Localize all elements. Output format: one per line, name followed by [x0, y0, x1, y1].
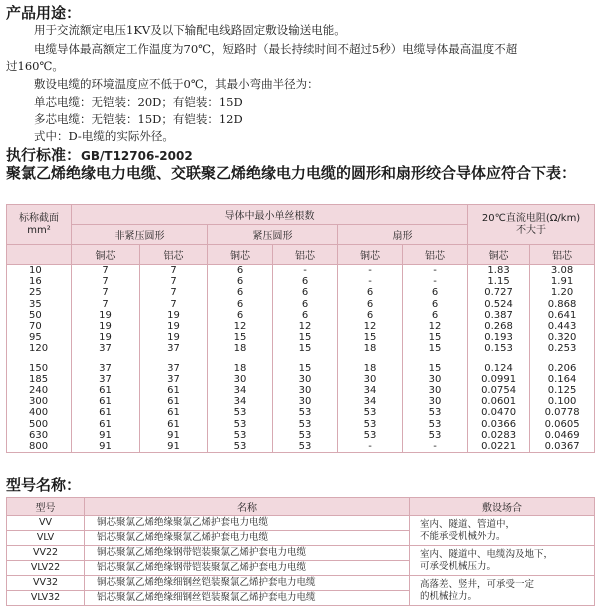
value-cell: 53: [403, 419, 468, 430]
value-cell: 15: [273, 343, 338, 354]
value-cell: -: [403, 441, 468, 453]
conductor-spec-table: [6, 204, 595, 453]
model-col-header: 型号: [7, 498, 85, 516]
value-cell: 30: [273, 396, 338, 407]
value-cell: 61: [72, 396, 140, 407]
table-row: [7, 363, 595, 374]
value-cell: 37: [72, 374, 140, 385]
value-cell: 30: [273, 374, 338, 385]
value-cell: 91: [72, 441, 140, 453]
value-cell: 37: [72, 363, 140, 374]
value-cell: 34: [338, 385, 403, 396]
model-usage: [410, 546, 595, 576]
value-cell: 6: [273, 276, 338, 287]
table-row: [7, 310, 595, 321]
strands-group-header: 导体中最小单丝根数: [72, 205, 468, 225]
model-name: 铜芯聚氯乙烯绝缘钢带铠装聚氯乙烯护套电力电缆: [85, 546, 410, 561]
section-cell: 16: [7, 276, 72, 287]
value-cell: 53: [273, 419, 338, 430]
value-cell: 6: [338, 310, 403, 321]
value-cell: 1.83: [468, 265, 530, 277]
resistance-group-header: [468, 205, 595, 245]
value-cell: 6: [208, 276, 273, 287]
usage-section-title: 产品用途：: [6, 4, 82, 22]
row-spacer: [7, 355, 595, 363]
table-row: [7, 430, 595, 441]
value-cell: 6: [338, 299, 403, 310]
value-cell: -: [403, 276, 468, 287]
value-cell: 30: [208, 374, 273, 385]
value-cell: 0.0221: [468, 441, 530, 453]
section-cell: 630: [7, 430, 72, 441]
value-cell: 15: [403, 343, 468, 354]
value-cell: 34: [208, 396, 273, 407]
section-header: [7, 205, 72, 245]
value-cell: 0.320: [530, 332, 595, 343]
model-code: VLV22: [7, 561, 85, 576]
standard-line: [6, 144, 193, 165]
value-cell: 6: [273, 299, 338, 310]
value-cell: 53: [273, 407, 338, 418]
value-cell: 37: [140, 363, 208, 374]
value-cell: -: [338, 265, 403, 277]
value-cell: 6: [208, 265, 273, 277]
table-row: [7, 287, 595, 298]
value-cell: 0.0366: [468, 419, 530, 430]
value-cell: 7: [140, 299, 208, 310]
value-cell: 6: [403, 287, 468, 298]
value-cell: 19: [72, 310, 140, 321]
value-cell: 15: [338, 332, 403, 343]
value-cell: 0.124: [468, 363, 530, 374]
standard-label: 执行标准：: [6, 146, 82, 164]
value-cell: 61: [72, 385, 140, 396]
table-row: [7, 396, 595, 407]
value-cell: 0.0754: [468, 385, 530, 396]
value-cell: 0.0778: [530, 407, 595, 418]
value-cell: 19: [72, 321, 140, 332]
value-cell: 18: [338, 343, 403, 354]
round-subheader: 非紧压圆形: [72, 225, 208, 245]
usage-line: 可承受机械压力。: [420, 560, 497, 572]
value-cell: 0.0283: [468, 430, 530, 441]
value-cell: 34: [208, 385, 273, 396]
section-cell: 10: [7, 265, 72, 277]
model-section-title: 型号名称：: [6, 476, 82, 494]
sector-aluminum-header: 铝芯: [403, 245, 468, 265]
value-cell: -: [403, 265, 468, 277]
value-cell: 30: [338, 374, 403, 385]
value-cell: 0.153: [468, 343, 530, 354]
value-cell: 6: [273, 310, 338, 321]
model-name: 铝芯聚氯乙烯绝缘细钢丝铠装聚氯乙烯护套电力电缆: [85, 591, 410, 606]
value-cell: 0.268: [468, 321, 530, 332]
value-cell: 61: [72, 407, 140, 418]
usage-line: 高落差、竖井，可承受一定: [420, 578, 535, 590]
value-cell: 1.15: [468, 276, 530, 287]
value-cell: 6: [403, 299, 468, 310]
resistance-header-line2: 不大于: [516, 224, 547, 236]
value-cell: 0.164: [530, 374, 595, 385]
model-row: [7, 546, 595, 561]
value-cell: 61: [140, 396, 208, 407]
value-cell: 0.100: [530, 396, 595, 407]
value-cell: 61: [140, 385, 208, 396]
table-row: [7, 276, 595, 287]
model-usage: [410, 576, 595, 606]
usage-line-5: 单芯电缆：无铠装：20D；有铠装：15D: [34, 95, 243, 109]
value-cell: 18: [208, 363, 273, 374]
sector-copper-header: 铜芯: [338, 245, 403, 265]
model-name: 铜芯聚氯乙烯绝缘聚氯乙烯护套电力电缆: [85, 516, 410, 531]
value-cell: 15: [208, 332, 273, 343]
value-cell: 7: [72, 276, 140, 287]
value-cell: 53: [338, 419, 403, 430]
round-copper-header: 铜芯: [72, 245, 140, 265]
value-cell: -: [338, 276, 403, 287]
value-cell: 30: [403, 385, 468, 396]
resistance-header-line1: 20℃直流电阻(Ω/km): [481, 212, 581, 224]
usage-line-6: 多芯电缆：无铠装：15D；有铠装：12D: [34, 112, 243, 126]
value-cell: 0.387: [468, 310, 530, 321]
model-code: VV: [7, 516, 85, 531]
value-cell: 6: [208, 287, 273, 298]
value-cell: 1.91: [530, 276, 595, 287]
value-cell: 0.0991: [468, 374, 530, 385]
value-cell: 7: [140, 276, 208, 287]
value-cell: 6: [208, 310, 273, 321]
value-cell: 53: [338, 430, 403, 441]
value-cell: 7: [140, 265, 208, 277]
standard-code: GB/T12706-2002: [81, 149, 193, 163]
section-cell: 95: [7, 332, 72, 343]
section-cell: 70: [7, 321, 72, 332]
value-cell: 0.0470: [468, 407, 530, 418]
model-code: VLV32: [7, 591, 85, 606]
value-cell: 18: [208, 343, 273, 354]
table-row: [7, 419, 595, 430]
value-cell: 0.868: [530, 299, 595, 310]
value-cell: 37: [140, 343, 208, 354]
usage-line: 室内、隧道中、电缆沟及地下，: [420, 548, 554, 560]
value-cell: 7: [72, 299, 140, 310]
value-cell: 37: [140, 374, 208, 385]
compact-subheader: 紧压圆形: [208, 225, 338, 245]
value-cell: 30: [273, 385, 338, 396]
value-cell: 15: [403, 363, 468, 374]
value-cell: 53: [208, 430, 273, 441]
value-cell: 61: [72, 419, 140, 430]
value-cell: 7: [72, 287, 140, 298]
value-cell: 7: [140, 287, 208, 298]
section-cell: 800: [7, 441, 72, 453]
value-cell: 37: [72, 343, 140, 354]
value-cell: 15: [403, 332, 468, 343]
model-code: VV32: [7, 576, 85, 591]
table-row: [7, 407, 595, 418]
value-cell: 6: [273, 287, 338, 298]
section-header-label: 标称截面: [19, 212, 59, 224]
resistance-copper-header: 铜芯: [468, 245, 530, 265]
value-cell: 53: [208, 441, 273, 453]
value-cell: 3.08: [530, 265, 595, 277]
value-cell: 0.641: [530, 310, 595, 321]
section-cell: 240: [7, 385, 72, 396]
table-row: [7, 441, 595, 453]
value-cell: 0.727: [468, 287, 530, 298]
model-code: VV22: [7, 546, 85, 561]
blank-header: [7, 245, 72, 265]
value-cell: 12: [403, 321, 468, 332]
value-cell: 91: [72, 430, 140, 441]
value-cell: 6: [403, 310, 468, 321]
usage-line-4: 敷设电缆的环境温度应不低于0℃，其最小弯曲半径为：: [34, 77, 319, 91]
value-cell: 91: [140, 430, 208, 441]
usage-line-3: 过160℃。: [6, 59, 64, 73]
value-cell: 91: [140, 441, 208, 453]
value-cell: 19: [140, 310, 208, 321]
section-cell: 25: [7, 287, 72, 298]
table-row: [7, 343, 595, 354]
value-cell: 53: [338, 407, 403, 418]
table-row: [7, 374, 595, 385]
value-cell: 34: [338, 396, 403, 407]
round-aluminum-header: 铝芯: [140, 245, 208, 265]
section-cell: 185: [7, 374, 72, 385]
value-cell: 0.524: [468, 299, 530, 310]
value-cell: 6: [208, 299, 273, 310]
usage-line: 的机械拉力。: [420, 590, 478, 602]
resistance-aluminum-header: 铝芯: [530, 245, 595, 265]
model-usage: [410, 516, 595, 546]
table-row: [7, 265, 595, 277]
value-cell: 18: [338, 363, 403, 374]
section-cell: 300: [7, 396, 72, 407]
model-code: VLV: [7, 531, 85, 546]
section-cell: 50: [7, 310, 72, 321]
value-cell: 15: [273, 332, 338, 343]
value-cell: 12: [273, 321, 338, 332]
model-name: 铝芯聚氯乙烯绝缘聚氯乙烯护套电力电缆: [85, 531, 410, 546]
value-cell: 19: [140, 321, 208, 332]
value-cell: 61: [140, 407, 208, 418]
usage-line-2: 电缆导体最高额定工作温度为70℃，短路时（最长持续时间不超过5秒）电缆导体最高温度不超: [34, 42, 518, 56]
table-row: [7, 332, 595, 343]
value-cell: 7: [72, 265, 140, 277]
section-cell: 400: [7, 407, 72, 418]
value-cell: 30: [403, 396, 468, 407]
model-name: 铝芯聚氯乙烯绝缘钢带铠装聚氯乙烯护套电力电缆: [85, 561, 410, 576]
compact-aluminum-header: 铝芯: [273, 245, 338, 265]
sector-subheader: 扇形: [338, 225, 468, 245]
section-cell: 150: [7, 363, 72, 374]
section-cell: 35: [7, 299, 72, 310]
usage-line: 不能承受机械外力。: [420, 530, 506, 542]
value-cell: 12: [208, 321, 273, 332]
value-cell: 15: [273, 363, 338, 374]
value-cell: 53: [273, 441, 338, 453]
usage-line: 室内、隧道、管道中，: [420, 518, 516, 530]
value-cell: 61: [140, 419, 208, 430]
table-row: [7, 321, 595, 332]
value-cell: 30: [403, 374, 468, 385]
value-cell: 0.125: [530, 385, 595, 396]
value-cell: 0.193: [468, 332, 530, 343]
value-cell: 53: [273, 430, 338, 441]
usage-line-7: 式中：D-电缆的实际外径。: [34, 129, 174, 143]
table-title: 聚氯乙烯绝缘电力电缆、交联聚乙烯绝缘电力电缆的圆形和扇形绞合导体应符合下表：: [6, 164, 577, 182]
value-cell: 0.0601: [468, 396, 530, 407]
value-cell: 0.0605: [530, 419, 595, 430]
usage-line-1: 用于交流额定电压1KV及以下输配电线路固定敷设输送电能。: [34, 23, 346, 37]
compact-copper-header: 铜芯: [208, 245, 273, 265]
model-table: [6, 497, 595, 606]
value-cell: 0.253: [530, 343, 595, 354]
section-cell: 500: [7, 419, 72, 430]
section-cell: 120: [7, 343, 72, 354]
name-col-header: 名称: [85, 498, 410, 516]
table-row: [7, 385, 595, 396]
value-cell: -: [273, 265, 338, 277]
value-cell: 6: [338, 287, 403, 298]
table-row: [7, 299, 595, 310]
value-cell: 19: [140, 332, 208, 343]
value-cell: 0.0367: [530, 441, 595, 453]
model-row: [7, 576, 595, 591]
model-row: [7, 516, 595, 531]
value-cell: 12: [338, 321, 403, 332]
value-cell: 53: [403, 430, 468, 441]
value-cell: 0.0469: [530, 430, 595, 441]
value-cell: -: [338, 441, 403, 453]
value-cell: 53: [208, 407, 273, 418]
model-name: 铜芯聚氯乙烯绝缘细钢丝铠装聚氯乙烯护套电力电缆: [85, 576, 410, 591]
value-cell: 0.206: [530, 363, 595, 374]
value-cell: 53: [208, 419, 273, 430]
section-header-unit: mm²: [27, 224, 51, 236]
usage-col-header: 敷设场合: [410, 498, 595, 516]
value-cell: 0.443: [530, 321, 595, 332]
value-cell: 19: [72, 332, 140, 343]
value-cell: 53: [403, 407, 468, 418]
value-cell: 1.20: [530, 287, 595, 298]
